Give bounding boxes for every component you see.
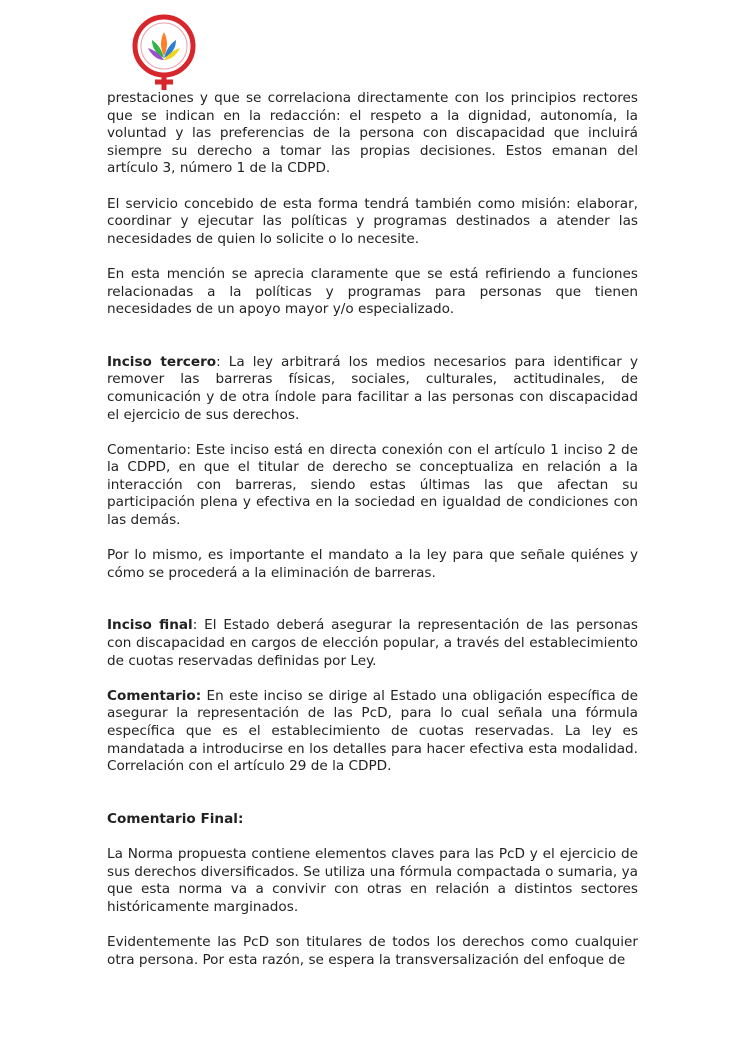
inciso-final-text: : El Estado deberá asegurar la representación de las personas con discapacidad en cargos de elección popular, a través del establecimiento de cuotas reservadas definidas por Ley.: [107, 617, 638, 669]
heading-comentario-final: Comentario Final:: [107, 810, 244, 827]
inciso-tercero-label: Inciso tercero: [107, 353, 217, 370]
paragraph-comentario-inciso-tercero: Comentario: Este inciso está en directa conexión con el artículo 1 inciso 2 de la CDPD, en que el titular de derecho se conceptualiza en relación a la interacción con barreras, siendo estas últimas las que afectan su participación plena y efectiva en la sociedad en igualdad de condiciones con las demás.: [107, 441, 638, 529]
inciso-tercero-text: : La ley arbitrará los medios necesarios para identificar y remover las barreras físicas, sociales, culturales, actitudinales, de comunicación y de otra índole para facilitar a las personas con discapacidad el ejercicio de sus derechos.: [107, 353, 639, 423]
paragraph-comentario-inciso-final: [107, 688, 638, 776]
paragraph-mencion: En esta mención se aprecia claramente que se está refiriendo a funciones relacionadas a la políticas y programas para personas que tienen necesidades de un apoyo mayor y/o especializado.: [107, 265, 638, 318]
paragraph-mandato: Por lo mismo, es importante el mandato a la ley para que señale quiénes y cómo se procederá a la eliminación de barreras.: [107, 547, 638, 581]
paragraph-inciso-final: [107, 617, 638, 670]
paragraph-norma-propuesta: La Norma propuesta contiene elementos claves para las PcD y el ejercicio de sus derechos diversificados. Se utiliza una fórmula compactada o sumaria, ya que esta norma va a convivir con otras en relación a distintos sectores históricamente marginados.: [107, 845, 638, 915]
paragraph-servicio: El servicio concebido de esta forma tendrá también como misión: elaborar, coordinar y ejecutar las políticas y programas destinados a atender las necesidades de quien lo solicite o lo necesite.: [107, 195, 638, 247]
organization-seal-icon: [128, 14, 200, 92]
document-body: [107, 90, 638, 969]
paragraph-inciso-tercero: [107, 354, 638, 424]
comentario-text: En este inciso se dirige al Estado una obligación específica de asegurar la representación de las PcD, para lo cual señala una fórmula específica que es el establecimiento de cuotas reservadas. La ley es mandatada a introducirse en los detalles para hacer efectiva esta modalidad. Correlación con el artículo 29 de la CDPD.: [107, 687, 638, 775]
comentario-label: Comentario:: [107, 687, 202, 704]
paragraph-principios: prestaciones y que se correlaciona directamente con los principios rectores que se indican en la redacción: el respeto a la dignidad, autonomía, la voluntad y las preferencias de la persona con discapacidad que incluirá siempre su derecho a tomar las propias decisiones. Estos emanan del artículo 3, número 1 de la CDPD.: [107, 90, 638, 177]
inciso-final-label: Inciso final: [107, 617, 193, 634]
paragraph-titulares: Evidentemente las PcD son titulares de todos los derechos como cualquier otra persona. Por esta razón, se espera la transversalización del enfoque de: [107, 933, 638, 968]
